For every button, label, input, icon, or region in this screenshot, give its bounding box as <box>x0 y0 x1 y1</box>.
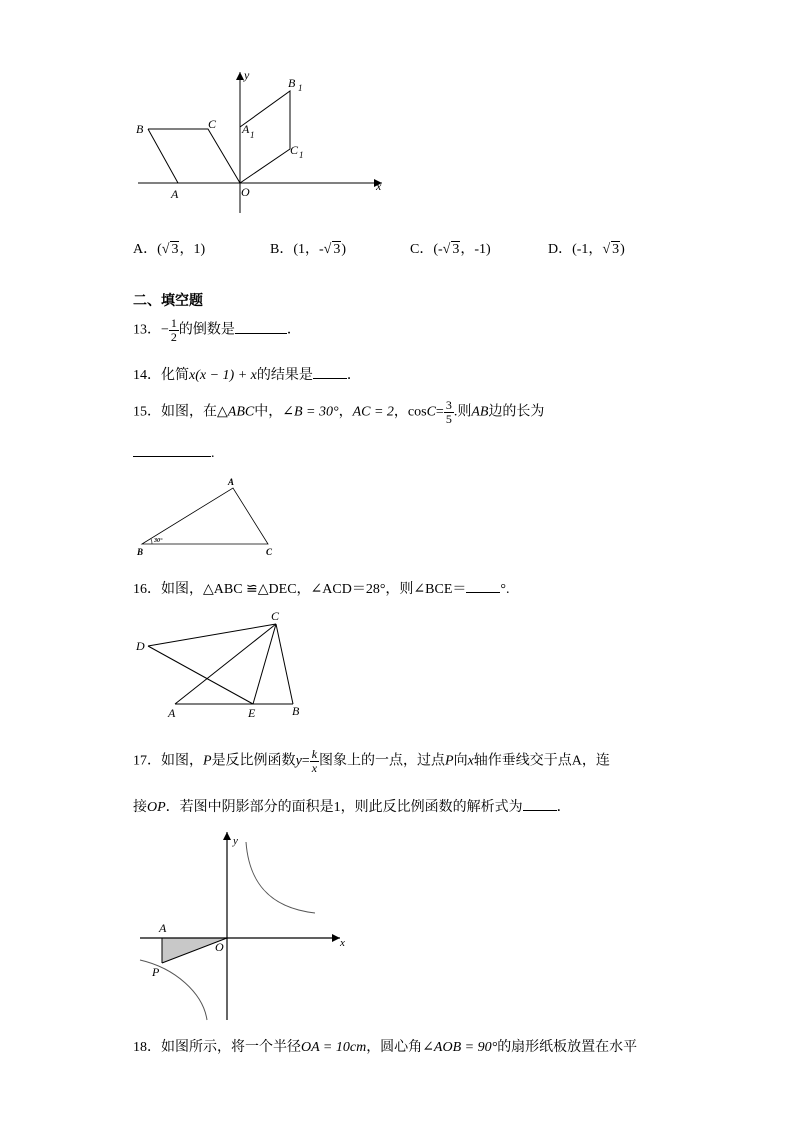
option-a: A．(√ 3，1) <box>133 242 206 257</box>
parallelogram-a1b1c1o <box>240 91 290 183</box>
answer-blank[interactable] <box>523 798 557 811</box>
label-C: C <box>208 117 217 131</box>
label-A: A <box>159 921 167 935</box>
curve-upper-branch <box>246 842 315 913</box>
label-A: A <box>228 477 235 487</box>
question-17-line2: 接OP．若图中阴影部分的面积是1，则此反比例函数的解析式为 ． <box>133 800 571 815</box>
answer-blank[interactable] <box>313 366 347 379</box>
question-14: 14．化简x(x − 1) + x的结果是 ． <box>133 368 361 383</box>
label-C1-sub: 1 <box>299 150 304 160</box>
segment-DC <box>148 624 276 646</box>
label-B1: B <box>288 76 296 90</box>
question-15: 15．如图，在△ABC中，∠B = 30°，AC = 2，cosC= $\frac{3}{5}$ .则AB边的长为 <box>133 398 545 426</box>
figure-15 <box>130 474 290 564</box>
label-x: x <box>376 179 382 193</box>
option-d: D．(-1，√ 3) <box>548 242 625 257</box>
curve-lower-branch <box>140 960 207 1020</box>
label-y: y <box>244 68 250 82</box>
triangle-abc <box>142 488 268 544</box>
label-D: D <box>136 639 145 653</box>
figure-17 <box>135 828 360 1028</box>
y-axis-arrow <box>236 72 244 80</box>
label-O: O <box>215 940 224 954</box>
figure-1 <box>120 60 400 230</box>
segment-AC <box>175 624 276 704</box>
y-axis-arrow <box>223 832 231 840</box>
label-B: B <box>136 122 144 136</box>
label-P: P <box>152 965 160 979</box>
answer-blank[interactable] <box>466 580 500 593</box>
question-13: 13．− $\frac{1}{2}$ 的倒数是 ． <box>133 316 301 344</box>
label-y: y <box>233 835 238 847</box>
angle-mark <box>151 539 152 544</box>
x-axis-arrow <box>332 934 340 942</box>
label-O: O <box>241 185 250 199</box>
option-c: C．(-√ 3，-1) <box>410 242 491 257</box>
label-B: B <box>137 547 144 557</box>
figure-16 <box>130 604 320 722</box>
answer-blank[interactable] <box>133 444 211 457</box>
label-C1: C <box>290 143 299 157</box>
label-angle: 30° <box>154 538 163 544</box>
option-b: B．(1，-√ 3) <box>270 242 347 257</box>
question-17: 17．如图，P是反比例函数y= $\frac{k}{x}$ 图象上的一点，过点P向x轴作垂线交于点A，连 <box>133 747 610 775</box>
segment-EC <box>253 624 276 704</box>
label-A1-sub: 1 <box>250 130 255 140</box>
section-title: 二、填空题 <box>133 293 203 309</box>
label-A: A <box>171 187 179 201</box>
label-x: x <box>340 937 345 949</box>
label-E: E <box>248 706 256 720</box>
label-A: A <box>168 706 176 720</box>
label-B1-sub: 1 <box>298 83 303 93</box>
segment-BC <box>276 624 293 704</box>
label-C: C <box>266 547 273 557</box>
question-16: 16．如图，△ABC ≌△DEC，∠ACD＝28°，则∠BCE＝ °. <box>133 582 510 597</box>
question-18: 18．如图所示，将一个半径OA = 10cm，圆心角∠AOB = 90°的扇形纸板放置在水平 <box>133 1040 638 1055</box>
parallelogram-abco <box>148 129 240 183</box>
answer-blank[interactable] <box>235 321 287 334</box>
label-B: B <box>292 704 300 718</box>
question-15-answer: . <box>133 444 215 462</box>
label-C: C <box>271 609 280 623</box>
label-A1: A <box>242 122 250 136</box>
